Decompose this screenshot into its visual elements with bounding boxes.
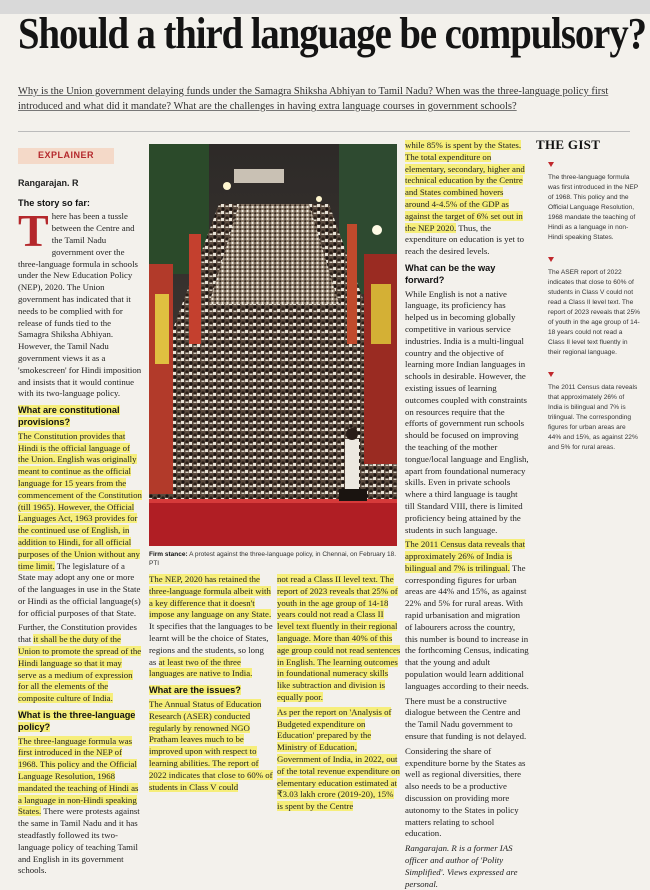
constitutional-paragraph: The Constitution provides that Hindi is the official language of the Union. English was originally meant to continue as the official language for 15 years from the commencement of the Constitution (till 1965). However, the Official Languages Act, 1963 provides for the continued use of English, in addition to Hindi, for all official purposes of the Union without any time limit. The legislature of a State may adopt any one or more of the languages in use in the State or Hindi as the official language(s) for official purposes of that State. [18, 430, 142, 618]
section-tag: EXPLAINER [18, 148, 114, 164]
byline: Rangarajan. R [18, 177, 79, 188]
autonomy-paragraph: Considering the share of expenditure borne by the States as well as regional diversities, there also needs to be a productive discussion on providing more autonomy to the States in policy matters relating to school education. [405, 745, 526, 839]
way-forward-heading: What can be the way forward? [405, 262, 496, 285]
gist-item: The ASER report of 2022 indicates that close to 60% of students in Class V could not read a Class II level text. The report of 2023 reveals that 25% of youth in the age group of 14-18 years could not read a Class II level text fluently in their regional language. [536, 257, 640, 358]
constitutional-heading: What are constitutional provisions? [18, 405, 120, 427]
dropcap: T [18, 205, 49, 257]
article-column-1 [18, 140, 142, 876]
headline: Should a third language be compulsory? [18, 9, 646, 58]
intro-paragraph: There has been a tussle between the Centre and the Tamil Nadu government over the three-language formula in schools under the New Education Policy (NEP), 2020. The Union government has indicated that it needs to be complied with for release of funds tied to the Samagra Shiksha Abhiyan. However, the Tamil Nadu government views it as a 'smokescreen' for Hindi imposition and insists that it would continue with its two-language policy. [18, 205, 142, 399]
divider-rule [18, 131, 630, 132]
issues-heading: What are the issues? [149, 685, 241, 696]
three-language-paragraph: The three-language formula was first introduced in the NEP of 1968. This policy and the Official Language Resolution, 1968 mandated the teaching of Hindi as a language in non-Hindi speaking States. There were protests against the same in Tamil Nadu and it has steadfastly followed its two-language policy of teaching Tamil and English in its government schools. [18, 735, 140, 876]
article-column-4 [405, 140, 529, 889]
story-so-far-heading: The story so far: [18, 197, 90, 208]
author-note: Rangarajan. R is a former IAS officer and author of 'Polity Simplified'. Views expressed are personal. [405, 843, 518, 889]
protest-photo [149, 144, 397, 546]
red-triangle-bullet-icon [548, 162, 554, 167]
aser-continued-paragraph: not read a Class II level text. The report of 2023 reveals that 25% of youth in the age group of 14-18 years could not read a Class II level text fluently in their regional language. More than 40% of this age group could not read sentences in English. The learning outcomes in foundational numeracy skills like subtraction and division is equally poor. [277, 574, 401, 702]
aser-paragraph: The Annual Status of Education Research (ASER) conducted regularly by renowned NGO Pratham leaves much to be improved upon with respect to learning abilities. The report of 2022 indicates that close to 60% of students in Class V could [149, 698, 273, 792]
way-forward-paragraph: While English is not a native language, its proficiency has helped us in becoming globally competitive in various service industries. India is a multi-lingual country and the objective of learning more Indian languages in schools in desirable. However, the existing issues of learning outcomes coupled with constraints on resources require that the efforts of government run schools should be focused on improving the teaching of the mother tongue/local language and English, apart from foundational numeracy skills. Even in private schools where a third language is taught till Standard VIII, there is limited proficiency being attained by the students in such language. [405, 288, 529, 535]
red-triangle-bullet-icon [548, 372, 554, 377]
duty-paragraph: Further, the Constitution provides that it shall be the duty of the Union to promote the spread of the Hindi language so that it may serve as a medium of expression for all the elements of the composite culture of India. [18, 622, 142, 704]
dialogue-paragraph: There must be a constructive dialogue between the Centre and the Tamil Nadu government to ensure that funding is not delayed. [405, 695, 527, 742]
photo-caption: Firm stance: A protest against the three-language policy, in Chennai, on February 18. PTI [149, 551, 397, 567]
article-column-2 [149, 574, 273, 792]
deck-summary: Why is the Union government delaying funds under the Samagra Shiksha Abhiyan to Tamil Nadu? When was the three-language policy first introduced and what did it mandate? What are the challenges in having extra language courses in government schools? [18, 86, 609, 112]
the-gist-sidebar [536, 137, 641, 640]
census-paragraph: The 2011 Census data reveals that approximately 26% of India is bilingual and 7% is trilingual. The corresponding figures for urban areas are 44% and 15%, as against 22% and 5% for rural areas. With rapid urbanisation and migration of labourers across the country, this number is bound to increase in the forthcoming Census, indicating that the young and adult population would learn additional languages according to their needs. [405, 539, 529, 691]
gist-item: The three-language formula was first introduced in the NEP of 1968. This policy and the Official Language Resolution, 1968 mandate the teaching of Hindi as a language in non-Hindi speaking States. [536, 162, 640, 243]
three-language-heading: What is the three-language policy? [18, 710, 136, 732]
red-triangle-bullet-icon [548, 257, 554, 262]
crowd-photo-illustration [149, 144, 397, 546]
nep-2020-paragraph: The NEP, 2020 has retained the three-language formula albeit with a key difference that it doesn't impose any language on any State. It specifies that the languages to be learnt will be the choice of States, regions and the students, so long as at least two of the three languages are native to India. [149, 574, 273, 679]
expenditure-paragraph: while 85% is spent by the States. The total expenditure on elementary, secondary, higher and technical education by the Centre and States combined hovers around 4-4.5% of the GDP as against the target of 6% set out in the NEP 2020. Thus, the expenditure on education is yet to reach the desired levels. [405, 140, 525, 257]
budget-paragraph: As per the report on 'Analysis of Budgeted expenditure on Education' prepared by the Ministry of Education, Government of India, in 2022, out of the total revenue expenditure on elementary education estimated at ₹3.03 lakh crore (2019-20), 15% is spent by the Centre [277, 706, 400, 812]
gist-title: THE GIST [536, 137, 601, 152]
gist-item: The 2011 Census data reveals that approximately 26% of India is bilingual and 7% is trilingual. The corresponding figures for urban areas are 44% and 15%, as against 22% and 5% for rural areas. [536, 372, 640, 453]
article-column-3 [277, 574, 401, 812]
